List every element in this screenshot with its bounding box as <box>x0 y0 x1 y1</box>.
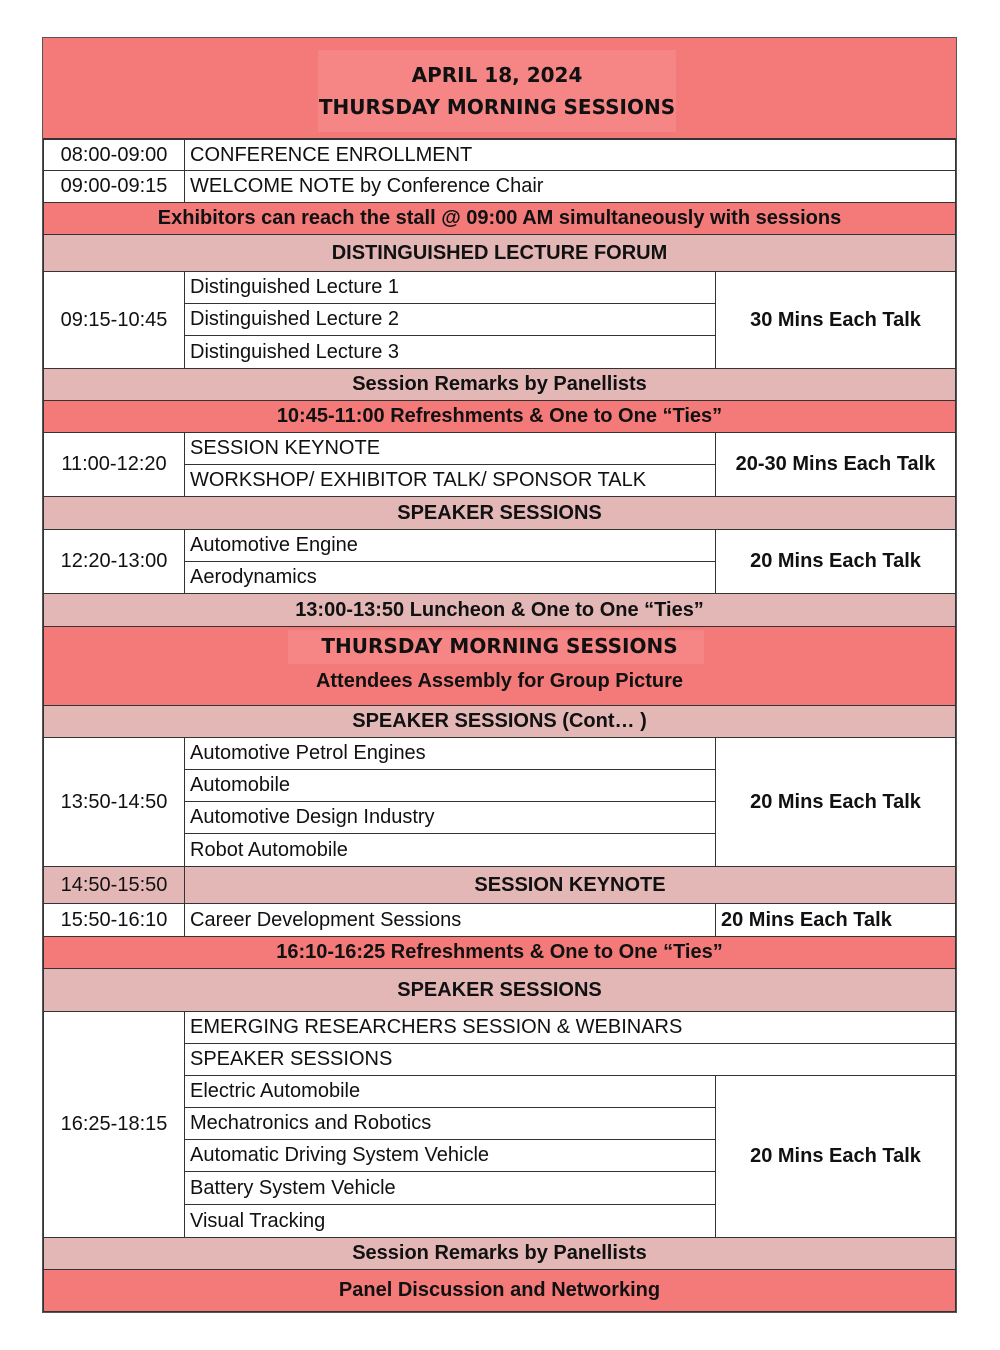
session-item: Automobile <box>184 769 716 802</box>
afternoon-title: THURSDAY MORNING SESSIONS <box>321 634 678 658</box>
time-cell: 09:15-10:45 <box>43 271 185 369</box>
session-item: Electric Automobile <box>184 1075 716 1108</box>
session-item: WORKSHOP/ EXHIBITOR TALK/ SPONSOR TALK <box>184 464 716 497</box>
session-label: Career Development Sessions <box>184 903 716 937</box>
session-item: Battery System Vehicle <box>184 1171 716 1205</box>
session-item: SPEAKER SESSIONS <box>184 1043 956 1076</box>
duration-cell: 20 Mins Each Talk <box>715 737 956 867</box>
session-item: Visual Tracking <box>184 1204 716 1238</box>
panel-band: Panel Discussion and Networking <box>43 1269 956 1312</box>
afternoon-subtitle: Attendees Assembly for Group Picture <box>315 670 684 692</box>
session-item: Aerodynamics <box>184 561 716 594</box>
session-label: WELCOME NOTE by Conference Chair <box>184 170 956 203</box>
session-label: CONFERENCE ENROLLMENT <box>184 139 956 171</box>
remarks-band: Session Remarks by Panellists <box>43 368 956 401</box>
session-item: Automotive Petrol Engines <box>184 737 716 770</box>
duration-cell: 20 Mins Each Talk <box>715 903 956 937</box>
section-header: DISTINGUISHED LECTURE FORUM <box>43 234 956 272</box>
time-cell: 09:00-09:15 <box>43 170 185 203</box>
session-item: Automotive Design Industry <box>184 801 716 834</box>
time-cell: 14:50-15:50 <box>43 866 185 904</box>
top-header <box>318 50 676 132</box>
session-item: Distinguished Lecture 1 <box>184 271 716 304</box>
duration-cell: 20 Mins Each Talk <box>715 529 956 594</box>
session-item: EMERGING RESEARCHERS SESSION & WEBINARS <box>184 1011 956 1044</box>
time-cell: 16:25-18:15 <box>43 1011 185 1238</box>
duration-cell: 20 Mins Each Talk <box>715 1075 956 1238</box>
session-item: Automotive Engine <box>184 529 716 562</box>
session-label: SESSION KEYNOTE <box>184 866 956 904</box>
header-date: APRIL 18, 2024 <box>411 63 583 87</box>
session-item: Distinguished Lecture 3 <box>184 335 716 369</box>
time-cell: 11:00-12:20 <box>43 432 185 497</box>
luncheon-band: 13:00-13:50 Luncheon & One to One “Ties” <box>43 593 956 627</box>
time-cell: 13:50-14:50 <box>43 737 185 867</box>
section-header: SPEAKER SESSIONS (Cont… ) <box>43 705 956 738</box>
exhibitors-notice: Exhibitors can reach the stall @ 09:00 AM simultaneously with sessions <box>43 202 956 235</box>
session-item: Automatic Driving System Vehicle <box>184 1139 716 1172</box>
header-title: THURSDAY MORNING SESSIONS <box>318 95 676 119</box>
time-cell: 15:50-16:10 <box>43 903 185 937</box>
refreshments-band: 10:45-11:00 Refreshments & One to One “Ties” <box>43 400 956 433</box>
section-header: SPEAKER SESSIONS <box>43 496 956 530</box>
session-item: Mechatronics and Robotics <box>184 1107 716 1140</box>
session-item: Robot Automobile <box>184 833 716 867</box>
duration-cell: 20-30 Mins Each Talk <box>715 432 956 497</box>
session-item: Distinguished Lecture 2 <box>184 303 716 336</box>
section-header: SPEAKER SESSIONS <box>43 968 956 1012</box>
refreshments-band: 16:10-16:25 Refreshments & One to One “Ties” <box>43 936 956 969</box>
session-item: SESSION KEYNOTE <box>184 432 716 465</box>
time-cell: 08:00-09:00 <box>43 139 185 171</box>
time-cell: 12:20-13:00 <box>43 529 185 594</box>
duration-cell: 30 Mins Each Talk <box>715 271 956 369</box>
remarks-band: Session Remarks by Panellists <box>43 1237 956 1270</box>
